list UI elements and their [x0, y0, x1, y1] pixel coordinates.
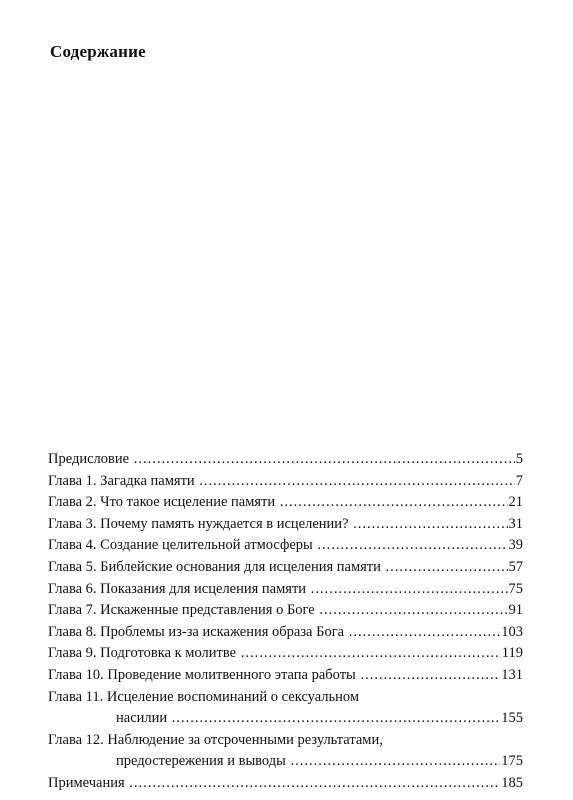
toc-entry-notes[interactable]: [48, 773, 523, 795]
toc-entry-chapter-10[interactable]: [48, 665, 523, 687]
toc-entry-title: Глава 3. Почему память нуждается в исцелении? .....: [48, 514, 508, 536]
toc-entry-chapter-4[interactable]: [48, 535, 523, 557]
toc-entry-title-line2: насилии .....: [116, 708, 500, 730]
toc-entry-page: 57: [508, 558, 523, 575]
toc-entry-page: 155: [501, 710, 523, 727]
toc-entry-page: 185: [501, 774, 523, 791]
toc-entry-title: Глава 2. Что такое исцеление памяти .....: [48, 492, 508, 514]
toc-entry-title: Предисловие .....: [48, 449, 515, 471]
page-heading: Содержание: [50, 42, 146, 61]
toc-entry-chapter-6[interactable]: [48, 579, 523, 601]
toc-entry-title: Глава 10. Проведение молитвенного этапа работы .....: [48, 665, 500, 687]
toc-entry-title-line1: Глава 11. Исцеление воспоминаний о сексуальном: [48, 688, 360, 705]
toc-entry-title: Глава 9. Подготовка к молитве .....: [48, 643, 501, 665]
toc-entry-page: 131: [501, 666, 523, 683]
toc-entry-chapter-3[interactable]: [48, 514, 523, 536]
toc-entry-title: Глава 1. Загадка памяти .....: [48, 471, 515, 493]
toc-entry-chapter-9[interactable]: [48, 643, 523, 665]
toc-entry-title: Глава 5. Библейские основания для исцеления памяти .....: [48, 557, 508, 579]
toc-entry-title-line1: Глава 12. Наблюдение за отсроченными результатами,: [48, 731, 383, 748]
toc-entry-page: 103: [501, 623, 523, 640]
toc-entry-chapter-7[interactable]: [48, 600, 523, 622]
toc-entry-chapter-11[interactable]: [48, 687, 523, 730]
toc-entry-title: Примечания .....: [48, 773, 500, 795]
toc-entry-preface[interactable]: [48, 449, 523, 471]
toc-entry-title-line2: предостережения и выводы .....: [116, 751, 500, 773]
toc-entry-page: 5: [515, 451, 523, 467]
toc-entry-page: 119: [501, 645, 523, 662]
toc-entry-chapter-12[interactable]: [48, 730, 523, 773]
toc-entry-title: Глава 6. Показания для исцеления памяти .....: [48, 579, 508, 601]
toc-entry-page: 31: [508, 515, 523, 532]
toc-entry-page: 21: [508, 494, 523, 511]
toc-entry-page: 39: [508, 537, 523, 554]
toc-entry-title: Глава 7. Искаженные представления о Боге .....: [48, 600, 508, 622]
toc-entry-page: 175: [501, 753, 523, 770]
toc-entry-chapter-8[interactable]: [48, 622, 523, 644]
toc-entry-chapter-2[interactable]: [48, 492, 523, 514]
toc-entry-page: 7: [515, 472, 523, 489]
toc-entry-chapter-1[interactable]: [48, 471, 523, 493]
toc-entry-chapter-5[interactable]: [48, 557, 523, 579]
toc-entry-title: Глава 4. Создание целительной атмосферы .....: [48, 535, 508, 557]
toc-entry-page: 91: [508, 602, 523, 619]
table-of-contents: [48, 449, 523, 795]
toc-entry-page: 75: [508, 580, 523, 597]
toc-entry-title: Глава 8. Проблемы из-за искажения образа Бога .....: [48, 622, 500, 644]
